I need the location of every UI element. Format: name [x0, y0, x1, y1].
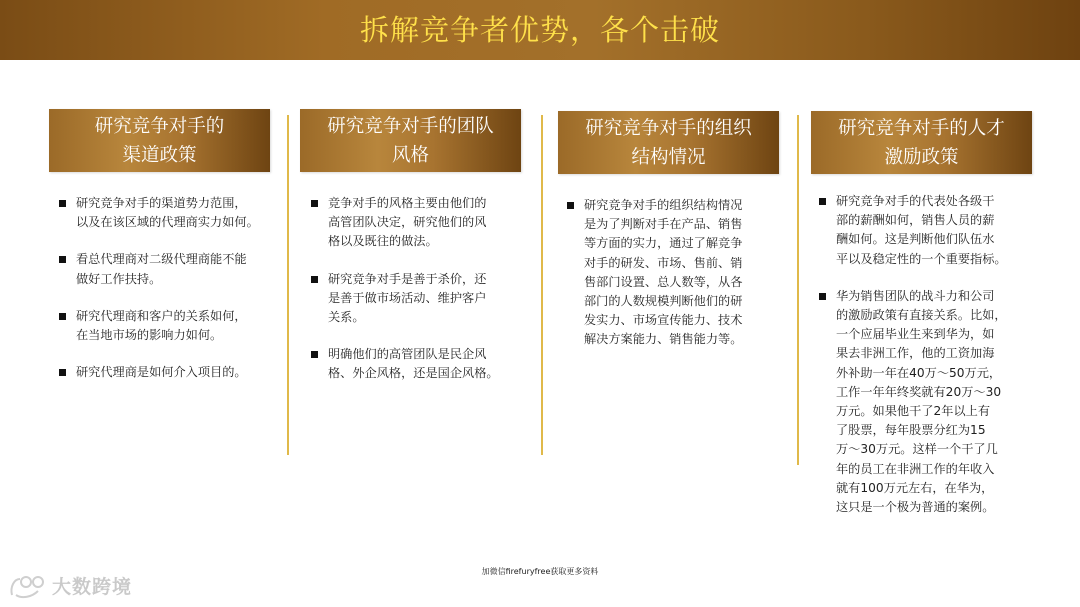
column-4-header-line-1: 研究竞争对手的人才 [838, 117, 1005, 139]
bullet-line: 华为销售团队的战斗力和公司 [836, 288, 995, 303]
list-item [59, 194, 279, 232]
bullet-line: 是善于做市场活动、维护客户 [328, 290, 487, 305]
bullet-line: 部的薪酬如何，销售人员的薪 [836, 213, 995, 228]
bullet-line: 这只是一个极为普通的案例。 [836, 500, 995, 515]
watermark-logo-icon [8, 573, 48, 599]
column-4-header [811, 111, 1032, 174]
bullet-line: 研究竞争对手的代表处各级干 [836, 194, 995, 208]
bullet-line: 研究竞争对手是善于杀价，还 [328, 271, 487, 286]
bullet-line: 酬如何。这是判断他们队伍水 [836, 232, 995, 247]
column-1-bullets [59, 194, 279, 400]
list-item [59, 250, 279, 288]
bullet-square-icon [819, 293, 826, 300]
column-1-header-line-2: 渠道政策 [122, 144, 197, 166]
bullet-square-icon [59, 256, 66, 263]
column-4-header-line-2: 激励政策 [884, 146, 959, 168]
bullet-line: 格、外企风格，还是国企风格。 [328, 366, 499, 381]
bullet-square-icon [311, 200, 318, 207]
watermark-text: 大数跨境 [52, 576, 133, 598]
bullet-line: 发实力、市场宣传能力、技术 [584, 313, 743, 328]
column-4-bullets [819, 192, 1039, 535]
list-item [311, 270, 526, 328]
bullet-line: 关系。 [328, 310, 365, 325]
list-item [311, 194, 526, 252]
list-item [819, 287, 1039, 517]
column-2-header-line-1: 研究竞争对手的团队 [327, 115, 494, 137]
bullet-square-icon [59, 369, 66, 376]
bullet-square-icon [567, 202, 574, 209]
list-item [311, 345, 526, 383]
bullet-line: 高管团队决定，研究他们的风 [328, 215, 487, 230]
list-item [567, 196, 782, 350]
column-3-bullets [567, 196, 782, 368]
bullet-line: 就有100万元左右，在华为， [836, 480, 994, 495]
bullet-line: 研究竞争对手的渠道势力范围， [76, 196, 247, 210]
column-2-header [300, 109, 521, 172]
bullet-square-icon [311, 276, 318, 283]
bullet-line: 格以及既往的做法。 [328, 234, 438, 249]
slide-title: 拆解竞争者优势，各个击破 [359, 12, 720, 47]
list-item [59, 363, 279, 382]
bullet-line: 万～30万元。这样一个干了几 [836, 442, 998, 457]
watermark [8, 572, 132, 599]
bullet-line: 外补助一年在40万～50万元， [836, 365, 1002, 380]
bullet-line: 解决方案能力、销售能力等。 [584, 332, 743, 347]
bullet-line: 了股票，每年股票分红为15 [836, 423, 986, 438]
bullet-line: 对手的研发、市场、售前、销 [584, 255, 743, 270]
bullet-line: 明确他们的高管团队是民企风 [328, 347, 487, 362]
bullet-line: 工作一年年终奖就有20万～30 [836, 384, 1002, 399]
bullet-square-icon [819, 198, 826, 205]
column-1-header-line-1: 研究竞争对手的 [94, 115, 225, 137]
bullet-line: 等方面的实力，通过了解竞争 [584, 236, 743, 251]
bullet-square-icon [59, 200, 66, 207]
bullet-square-icon [311, 351, 318, 358]
column-4-divider [797, 115, 799, 465]
bullet-line: 研究代理商是如何介入项目的。 [76, 365, 247, 380]
list-item [59, 307, 279, 345]
bullet-line: 年的员工在非洲工作的年收入 [836, 461, 995, 476]
bullet-line: 是为了判断对手在产品、销售 [584, 217, 743, 232]
bullet-line: 的激励政策有直接关系。比如， [836, 308, 1007, 323]
bullet-line: 在当地市场的影响力如何。 [76, 328, 223, 343]
title-banner [0, 0, 1080, 60]
column-1-header [49, 109, 270, 172]
bullet-line: 研究竞争对手的组织结构情况 [584, 198, 743, 212]
bullet-line: 以及在该区域的代理商实力如何。 [76, 215, 259, 230]
column-3-header-line-2: 结构情况 [631, 146, 706, 168]
column-2-header-line-2: 风格 [391, 144, 429, 166]
bullet-line: 研究代理商和客户的关系如何， [76, 308, 247, 323]
bullet-line: 售部门设置、总人数等，从各 [584, 274, 743, 289]
column-2-bullets [311, 194, 526, 402]
bullet-line: 做好工作扶持。 [76, 271, 162, 286]
bullet-line: 果去非洲工作，他的工资加海 [836, 346, 995, 361]
bullet-line: 万元。如果他干了2年以上有 [836, 404, 991, 419]
column-2-divider [287, 115, 289, 455]
bullet-line: 竞争对手的风格主要由他们的 [328, 196, 487, 210]
column-3-divider [541, 115, 543, 455]
bullet-line: 部门的人数规模判断他们的研 [584, 294, 743, 309]
bullet-square-icon [59, 313, 66, 320]
column-3-header [558, 111, 779, 174]
footer-note: 加微信firefuryfree获取更多资料 [481, 567, 599, 576]
bullet-line: 看总代理商对二级代理商能不能 [76, 252, 247, 267]
bullet-line: 一个应届毕业生来到华为，如 [836, 327, 995, 342]
bullet-line: 平以及稳定性的一个重要指标。 [836, 251, 1007, 266]
list-item [819, 192, 1039, 269]
column-3-header-line-1: 研究竞争对手的组织 [585, 117, 752, 139]
